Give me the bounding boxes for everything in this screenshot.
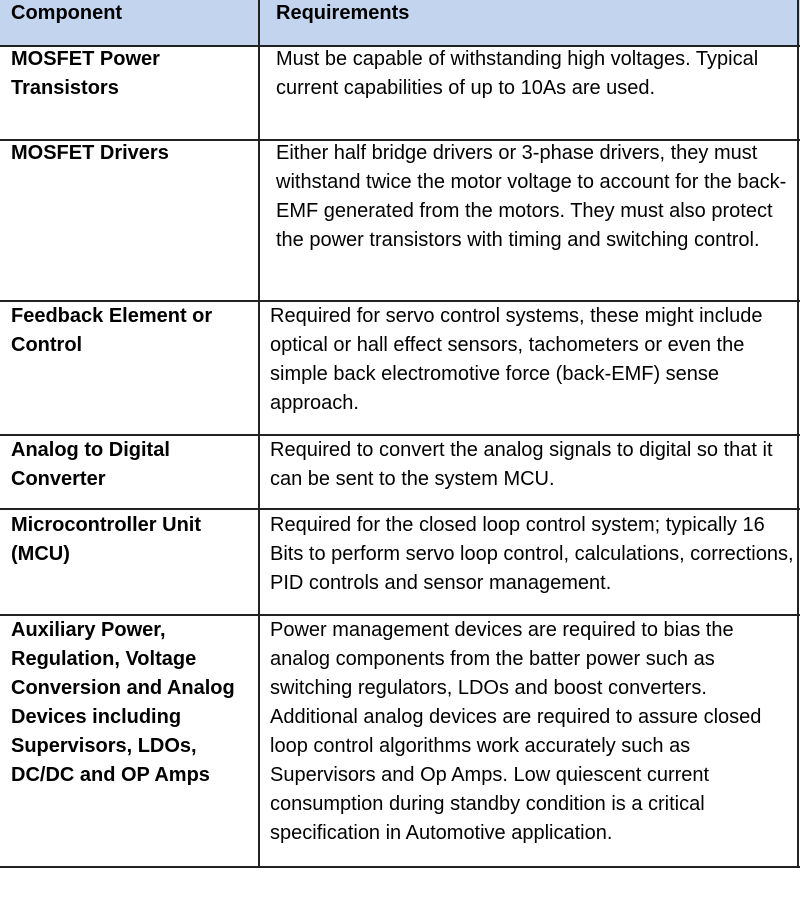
table-header-row — [0, 0, 800, 47]
table-row-2-component: Feedback Element or Control — [11, 305, 213, 356]
row-divider — [0, 300, 800, 302]
table-row-0-requirements: Must be capable of withstanding high voltages. Typical current capabilities of up to 10As are used. — [276, 48, 759, 99]
table-row-4-requirements: Required for the closed loop control system; typically 16 Bits to perform servo loop control, calculations, corrections, PID controls and sensor management. — [270, 514, 794, 594]
row-divider — [0, 434, 800, 436]
table-row-1-component: MOSFET Drivers — [11, 142, 169, 164]
row-divider — [0, 139, 800, 141]
table-row-2-requirements: Required for servo control systems, these might include optical or hall effect sensors, tachometers or even the simple back electromotive force (back-EMF) sense approach. — [270, 305, 763, 414]
table-row-0-component: MOSFET Power Transistors — [11, 48, 160, 99]
header-requirements: Requirements — [276, 2, 410, 24]
row-divider — [0, 614, 800, 616]
table-row-3-requirements: Required to convert the analog signals to digital so that it can be sent to the system MCU. — [270, 439, 773, 490]
row-divider — [0, 508, 800, 510]
table-bottom-border — [0, 866, 800, 868]
table-row-5-component: Auxiliary Power, Regulation, Voltage Conversion and Analog Devices including Supervisors, LDOs, DC/DC and OP Amps — [11, 619, 235, 786]
table-row-3-component: Analog to Digital Converter — [11, 439, 170, 490]
header-component: Component — [11, 2, 123, 24]
table-row-4-component: Microcontroller Unit (MCU) — [11, 514, 202, 565]
table-row-5-requirements: Power management devices are required to bias the analog components from the batter power such as switching regulators, LDOs and boost converters. Additional analog devices are required to assure closed loop control algorithms work accurately such as Supervisors and Op Amps. Low quiescent current consumption during standby condition is a critical specification in Automotive application. — [270, 619, 762, 844]
table-row-1-requirements: Either half bridge drivers or 3-phase drivers, they must withstand twice the motor voltage to account for the back-EMF generated from the motors. They must also protect the power transistors with timing and switching control. — [276, 142, 787, 251]
